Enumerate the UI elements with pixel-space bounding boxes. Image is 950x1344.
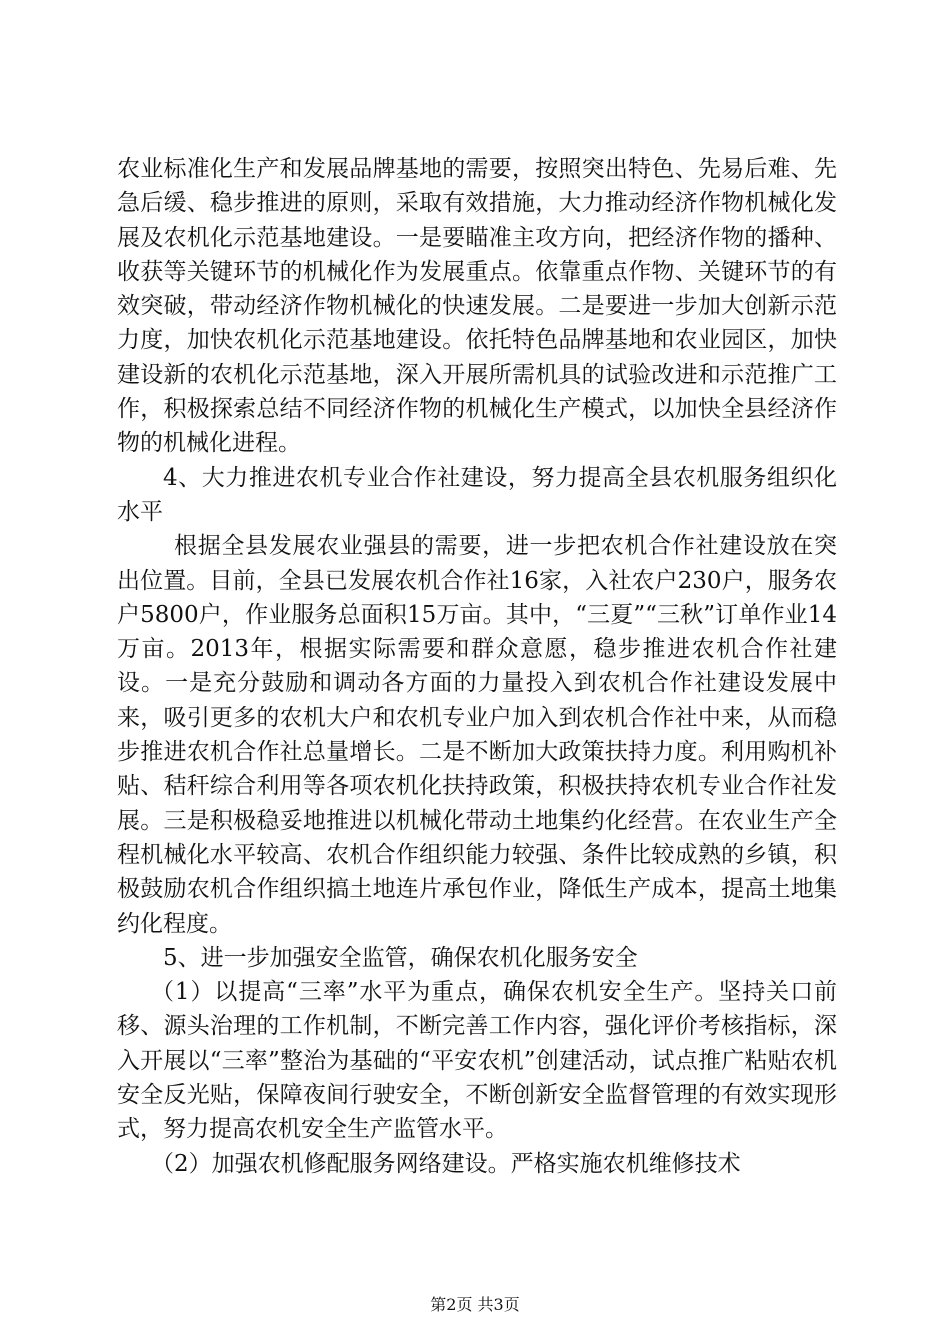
paragraph-safety-2: （2）加强农机修配服务网络建设。严格实施农机维修技术 — [151, 1150, 741, 1177]
heading-safety: 5、进一步加强安全监管，确保农机化服务安全 — [163, 944, 638, 971]
page-number: 第2页 共3页 — [430, 1295, 520, 1314]
paragraph-economic-crops: 农业标准化生产和发展品牌基地的需要，按照突出特色、先易后难、先急后缓、稳步推进的原则，采取有效措施，大力推动经济作物机械化发展及农机化示范基地建设。一是要瞄准主攻方向，把经济作物的播种、收获等关键环节的机械化作为发展重点。依靠重点作物、关键环节的有效突破，带动经济作物机械化的快速发展。二是要进一步加大创新示范力度，加快农机化示范基地建设。依托特色品牌基地和农业园区，加快建设新的农机化示范基地，深入开展所需机具的试验改进和示范推广工作，积极探索总结不同经济作物的机械化生产模式，以加快全县经济作物的机械化进程。 — [117, 156, 837, 457]
document-body — [117, 152, 837, 1181]
paragraph-cooperative: 根据全县发展农业强县的需要，进一步把农机合作社建设放在突出位置。目前，全县已发展农机合作社16家，入社农户230户，服务农户5800户，作业服务总面积15万亩。其中，“三夏”“三秋”订单作业14万亩。2013年，根据实际需要和群众意愿，稳步推进农机合作社建设。一是充分鼓励和调动各方面的力量投入到农机合作社建设发展中来，吸引更多的农机大户和农机专业户加入到农机合作社中来，从而稳步推进农机合作社总量增长。二是不断加大政策扶持力度。利用购机补贴、秸秆综合利用等各项农机化扶持政策，积极扶持农机专业合作社发展。三是积极稳妥地推进以机械化带动土地集约化经营。在农业生产全程机械化水平较高、农机合作组织能力较强、条件比较成熟的乡镇，积极鼓励农机合作组织搞土地连片承包作业，降低生产成本，提高土地集约化程度。 — [117, 533, 837, 937]
paragraph-safety-1: （1）以提高“三率”水平为重点，确保农机安全生产。坚持关口前移、源头治理的工作机制，不断完善工作内容，强化评价考核指标，深入开展以“三率”整治为基础的“平安农机”创建活动，试点推广粘贴农机安全反光贴，保障夜间行驶安全，不断创新安全监督管理的有效实现形式，努力提高农机安全生产监管水平。 — [117, 979, 837, 1143]
heading-cooperative: 4、大力推进农机专业合作社建设，努力提高全县农机服务组织化水平 — [117, 464, 837, 525]
